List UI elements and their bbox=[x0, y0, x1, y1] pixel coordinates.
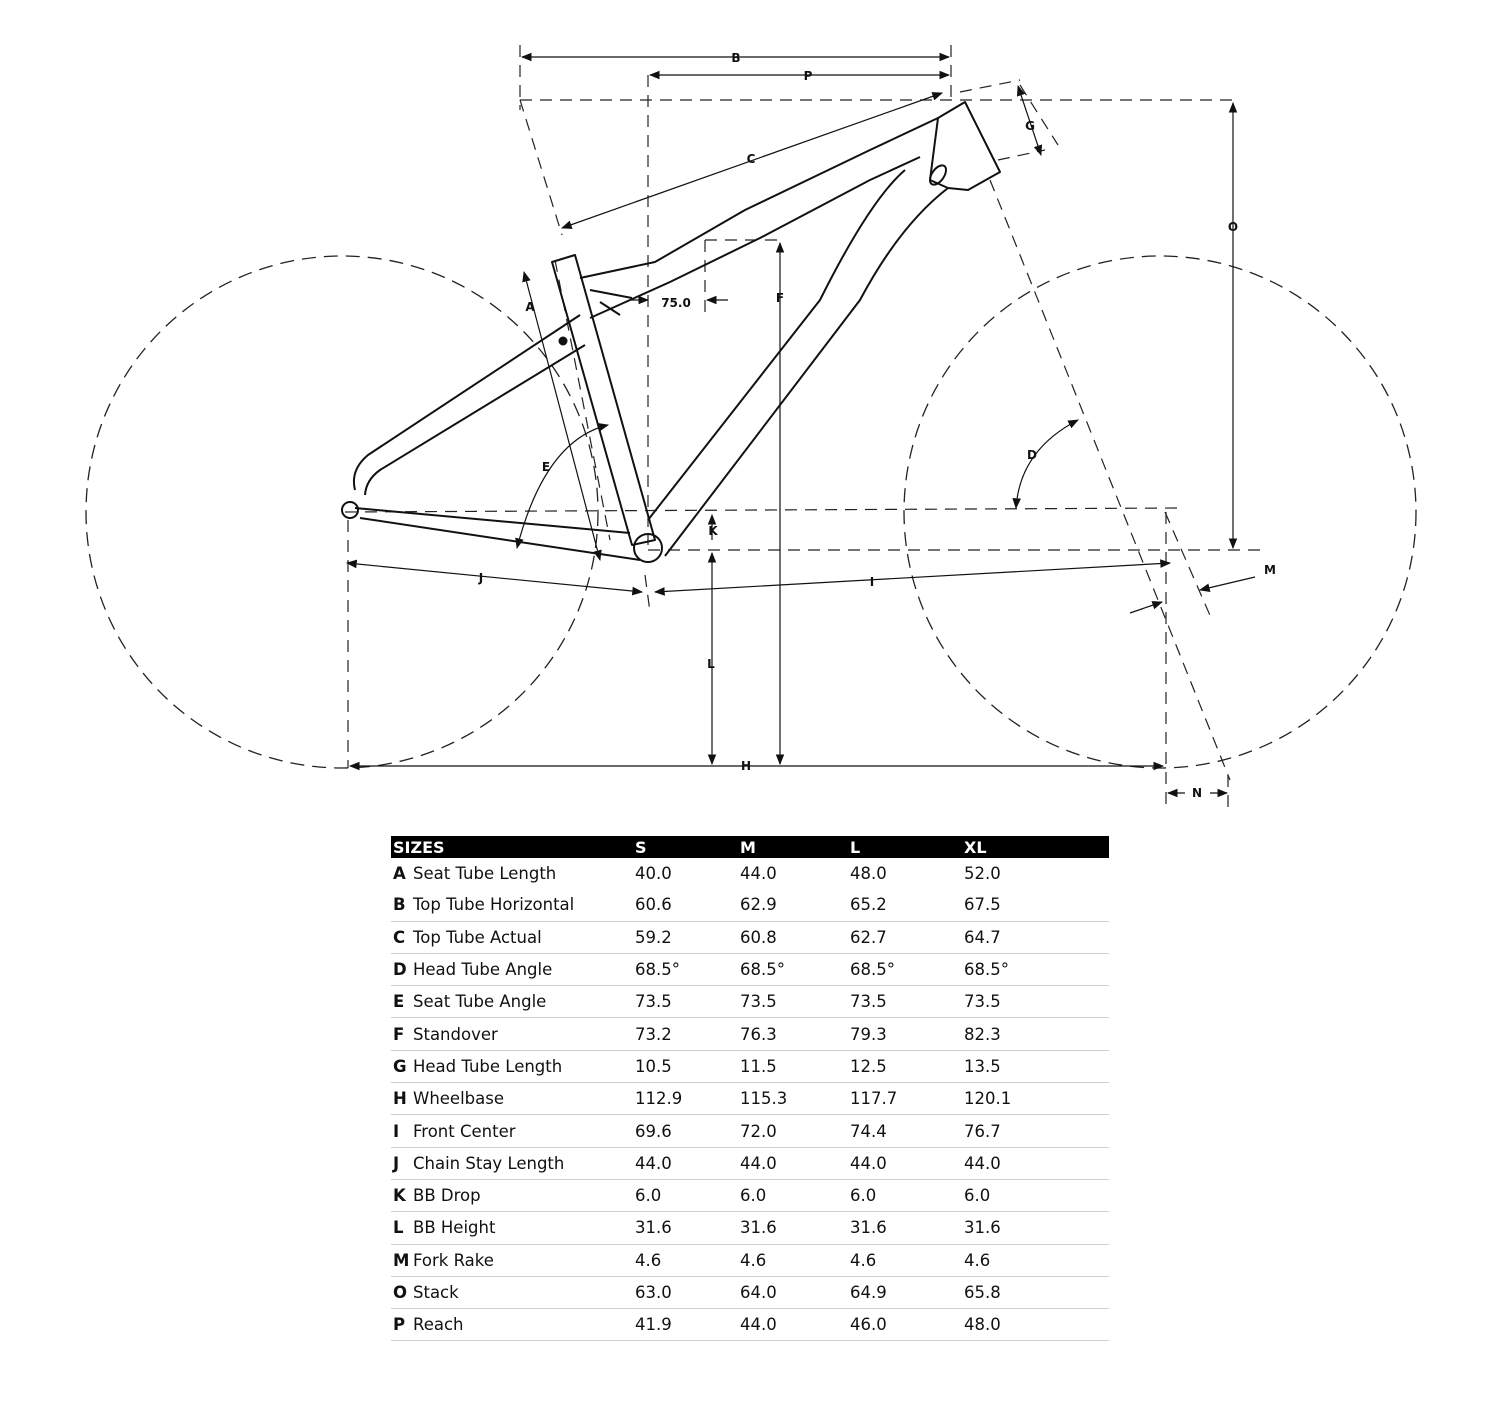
value-cell: 76.3 bbox=[738, 1018, 848, 1050]
value-cell: 31.6 bbox=[962, 1212, 1109, 1244]
dim-a-line bbox=[524, 272, 600, 560]
table-row bbox=[391, 986, 1109, 1018]
headtube-badge-slot bbox=[927, 163, 949, 188]
dim-label-o: O bbox=[1227, 220, 1239, 234]
measurement-label: Top Tube Horizontal bbox=[413, 895, 575, 915]
value-cell: 48.0 bbox=[850, 864, 887, 884]
measurement-label: Seat Tube Angle bbox=[413, 992, 547, 1012]
measurement-label: BB Drop bbox=[413, 1186, 481, 1206]
value-cell: 73.5 bbox=[633, 986, 738, 1018]
dim-label-a: A bbox=[525, 300, 535, 314]
measurement-label: Top Tube Actual bbox=[413, 927, 542, 947]
measurement-code: L bbox=[393, 1218, 404, 1238]
value-cell: 6.0 bbox=[633, 1179, 738, 1211]
measurement-code: M bbox=[393, 1250, 410, 1270]
dim-label-l: L bbox=[707, 657, 715, 671]
value-cell: 64.0 bbox=[738, 1276, 848, 1308]
measurement-name-cell bbox=[391, 1179, 633, 1211]
table-row bbox=[391, 1018, 1109, 1050]
value-cell: 63.0 bbox=[633, 1276, 738, 1308]
value-cell: 44.0 bbox=[740, 864, 777, 884]
value-cell: 117.7 bbox=[848, 1083, 962, 1115]
measurement-code: E bbox=[393, 992, 405, 1012]
measurement-name-cell bbox=[391, 1147, 633, 1179]
value-cell: 4.6 bbox=[962, 1244, 1109, 1276]
measurement-name-cell bbox=[391, 1244, 633, 1276]
header-size-s: S bbox=[633, 836, 738, 858]
table-row bbox=[391, 1050, 1109, 1082]
value-cell: 68.5° bbox=[848, 953, 962, 985]
value-cell: 31.6 bbox=[738, 1212, 848, 1244]
dim-m-lower bbox=[1130, 602, 1162, 613]
measurement-code: J bbox=[393, 1153, 400, 1173]
measurement-name-cell bbox=[391, 1309, 633, 1341]
value-cell: 46.0 bbox=[848, 1309, 962, 1341]
dim-j-line bbox=[347, 563, 642, 592]
value-cell: 6.0 bbox=[962, 1179, 1109, 1211]
measurement-name-cell bbox=[391, 921, 633, 953]
dim-label-n: N bbox=[1191, 786, 1203, 800]
dim-label-b: B bbox=[731, 51, 741, 65]
measurement-name-cell bbox=[391, 1018, 633, 1050]
measurement-label: Wheelbase bbox=[413, 1089, 504, 1109]
value-cell: 13.5 bbox=[962, 1050, 1109, 1082]
bottle-boss bbox=[560, 338, 567, 345]
top-tube-lower bbox=[590, 157, 920, 318]
table-row bbox=[391, 889, 1109, 921]
measurement-name-cell bbox=[391, 953, 633, 985]
value-cell: 67.5 bbox=[962, 889, 1109, 921]
measurement-name-cell bbox=[391, 986, 633, 1018]
measurement-code: I bbox=[393, 1121, 400, 1141]
value-cell: 82.3 bbox=[962, 1018, 1109, 1050]
seat-angle-marker: 75.0 bbox=[661, 296, 691, 310]
value-cell: 44.0 bbox=[633, 1147, 738, 1179]
dim-label-c: C bbox=[746, 152, 756, 166]
value-cell: 68.5° bbox=[738, 953, 848, 985]
value-cell: 64.9 bbox=[848, 1276, 962, 1308]
value-cell: 52.0 bbox=[964, 864, 1001, 884]
measurement-label: BB Height bbox=[413, 1218, 496, 1238]
header-size-l: L bbox=[848, 836, 962, 858]
value-cell: 62.7 bbox=[848, 921, 962, 953]
value-cell: 62.9 bbox=[738, 889, 848, 921]
measurement-name-cell bbox=[391, 889, 633, 921]
measurement-name-cell bbox=[391, 1115, 633, 1147]
value-cell: 68.5° bbox=[633, 953, 738, 985]
measurement-label: Standover bbox=[413, 1024, 498, 1044]
dim-label-p: P bbox=[803, 69, 813, 83]
top-tube bbox=[580, 118, 938, 278]
measurement-name-cell bbox=[391, 1212, 633, 1244]
dim-label-e: E bbox=[541, 460, 551, 474]
table-row bbox=[391, 1244, 1109, 1276]
table-row bbox=[391, 1179, 1109, 1211]
measurement-name-cell bbox=[391, 1050, 633, 1082]
value-cell: 44.0 bbox=[738, 1309, 848, 1341]
table-row bbox=[391, 1276, 1109, 1308]
wheels bbox=[86, 256, 1416, 768]
value-cell: 4.6 bbox=[738, 1244, 848, 1276]
geometry-table bbox=[391, 836, 1109, 1341]
value-cell: 74.4 bbox=[848, 1115, 962, 1147]
value-cell: 60.8 bbox=[738, 921, 848, 953]
measurement-code: G bbox=[393, 1056, 407, 1076]
value-cell: 11.5 bbox=[738, 1050, 848, 1082]
dim-i-line bbox=[655, 563, 1170, 592]
value-cell: 69.6 bbox=[633, 1115, 738, 1147]
value-cell: 65.2 bbox=[848, 889, 962, 921]
dim-label-i: I bbox=[869, 575, 875, 589]
measurement-label: Head Tube Length bbox=[413, 1056, 563, 1076]
measurement-code: A bbox=[393, 864, 406, 884]
dimension-arrows bbox=[347, 57, 1255, 793]
value-cell: 59.2 bbox=[633, 921, 738, 953]
value-cell: 12.5 bbox=[848, 1050, 962, 1082]
value-cell: 65.8 bbox=[962, 1276, 1109, 1308]
dim-label-m: M bbox=[1264, 563, 1276, 577]
value-cell: 72.0 bbox=[738, 1115, 848, 1147]
front-wheel bbox=[904, 256, 1416, 768]
head-tube bbox=[930, 102, 1000, 190]
value-cell: 31.6 bbox=[633, 1212, 738, 1244]
value-cell: 68.5° bbox=[962, 953, 1109, 985]
construction-lines bbox=[345, 45, 1262, 808]
value-cell: 6.0 bbox=[738, 1179, 848, 1211]
dim-label-k: K bbox=[708, 524, 718, 538]
value-cell: 10.5 bbox=[633, 1050, 738, 1082]
measurement-code: P bbox=[393, 1315, 406, 1335]
measurement-name-cell bbox=[391, 1083, 633, 1115]
value-cell: 4.6 bbox=[848, 1244, 962, 1276]
table-row bbox=[391, 921, 1109, 953]
down-tube bbox=[648, 170, 948, 556]
value-cell: 120.1 bbox=[962, 1083, 1109, 1115]
dim-label-g: G bbox=[1025, 119, 1035, 133]
table-body bbox=[391, 858, 1109, 1341]
dim-label-d: D bbox=[1027, 448, 1037, 462]
measurement-name-cell bbox=[391, 1276, 633, 1308]
measurement-code: D bbox=[393, 960, 407, 980]
dim-label-h: H bbox=[740, 759, 752, 773]
measurement-code: H bbox=[393, 1089, 407, 1109]
measurement-label: Front Center bbox=[413, 1121, 516, 1141]
table-row bbox=[391, 1212, 1109, 1244]
measurement-code: B bbox=[393, 895, 406, 915]
dim-label-j: J bbox=[478, 571, 484, 585]
value-cell: 76.7 bbox=[962, 1115, 1109, 1147]
value-cell: 44.0 bbox=[738, 1147, 848, 1179]
value-cell: 73.5 bbox=[738, 986, 848, 1018]
table-row bbox=[391, 1115, 1109, 1147]
measurement-code: C bbox=[393, 927, 406, 947]
value-cell: 73.5 bbox=[962, 986, 1109, 1018]
value-cell: 31.6 bbox=[848, 1212, 962, 1244]
header-size-xl: XL bbox=[962, 836, 1109, 858]
measurement-label: Fork Rake bbox=[413, 1250, 494, 1270]
measurement-name-cell bbox=[391, 858, 633, 889]
table-row bbox=[391, 1083, 1109, 1115]
seat-tube bbox=[552, 255, 655, 545]
measurement-code: K bbox=[393, 1186, 406, 1206]
value-cell: 115.3 bbox=[738, 1083, 848, 1115]
value-cell: 44.0 bbox=[962, 1147, 1109, 1179]
measurement-label: Reach bbox=[413, 1315, 464, 1335]
measurement-label: Stack bbox=[413, 1283, 459, 1302]
value-cell: 73.2 bbox=[633, 1018, 738, 1050]
table-row bbox=[391, 1309, 1109, 1341]
value-cell: 6.0 bbox=[848, 1179, 962, 1211]
value-cell: 44.0 bbox=[848, 1147, 962, 1179]
bike-frame bbox=[342, 102, 1000, 562]
value-cell: 112.9 bbox=[633, 1083, 738, 1115]
table-row bbox=[391, 1147, 1109, 1179]
value-cell: 60.6 bbox=[633, 889, 738, 921]
value-cell: 64.7 bbox=[962, 921, 1109, 953]
measurement-label: Seat Tube Length bbox=[413, 864, 557, 884]
measurement-code: F bbox=[393, 1024, 405, 1044]
value-cell: 4.6 bbox=[633, 1244, 738, 1276]
dim-m-upper bbox=[1200, 577, 1255, 590]
table-row bbox=[391, 953, 1109, 985]
value-cell: 48.0 bbox=[962, 1309, 1109, 1341]
table-header-row bbox=[391, 836, 1109, 858]
measurement-label: Head Tube Angle bbox=[413, 960, 553, 980]
rear-dropout bbox=[342, 502, 358, 518]
value-cell: 41.9 bbox=[633, 1309, 738, 1341]
measurement-label: Chain Stay Length bbox=[413, 1153, 565, 1173]
dim-d-arc bbox=[1016, 420, 1078, 508]
dim-label-f: F bbox=[775, 291, 785, 305]
header-sizes: SIZES bbox=[391, 836, 633, 858]
value-cell: 40.0 bbox=[635, 864, 672, 884]
header-size-m: M bbox=[738, 836, 848, 858]
value-cell: 79.3 bbox=[848, 1018, 962, 1050]
table-row bbox=[391, 858, 1109, 889]
measurement-code: O bbox=[393, 1283, 408, 1302]
value-cell: 73.5 bbox=[848, 986, 962, 1018]
